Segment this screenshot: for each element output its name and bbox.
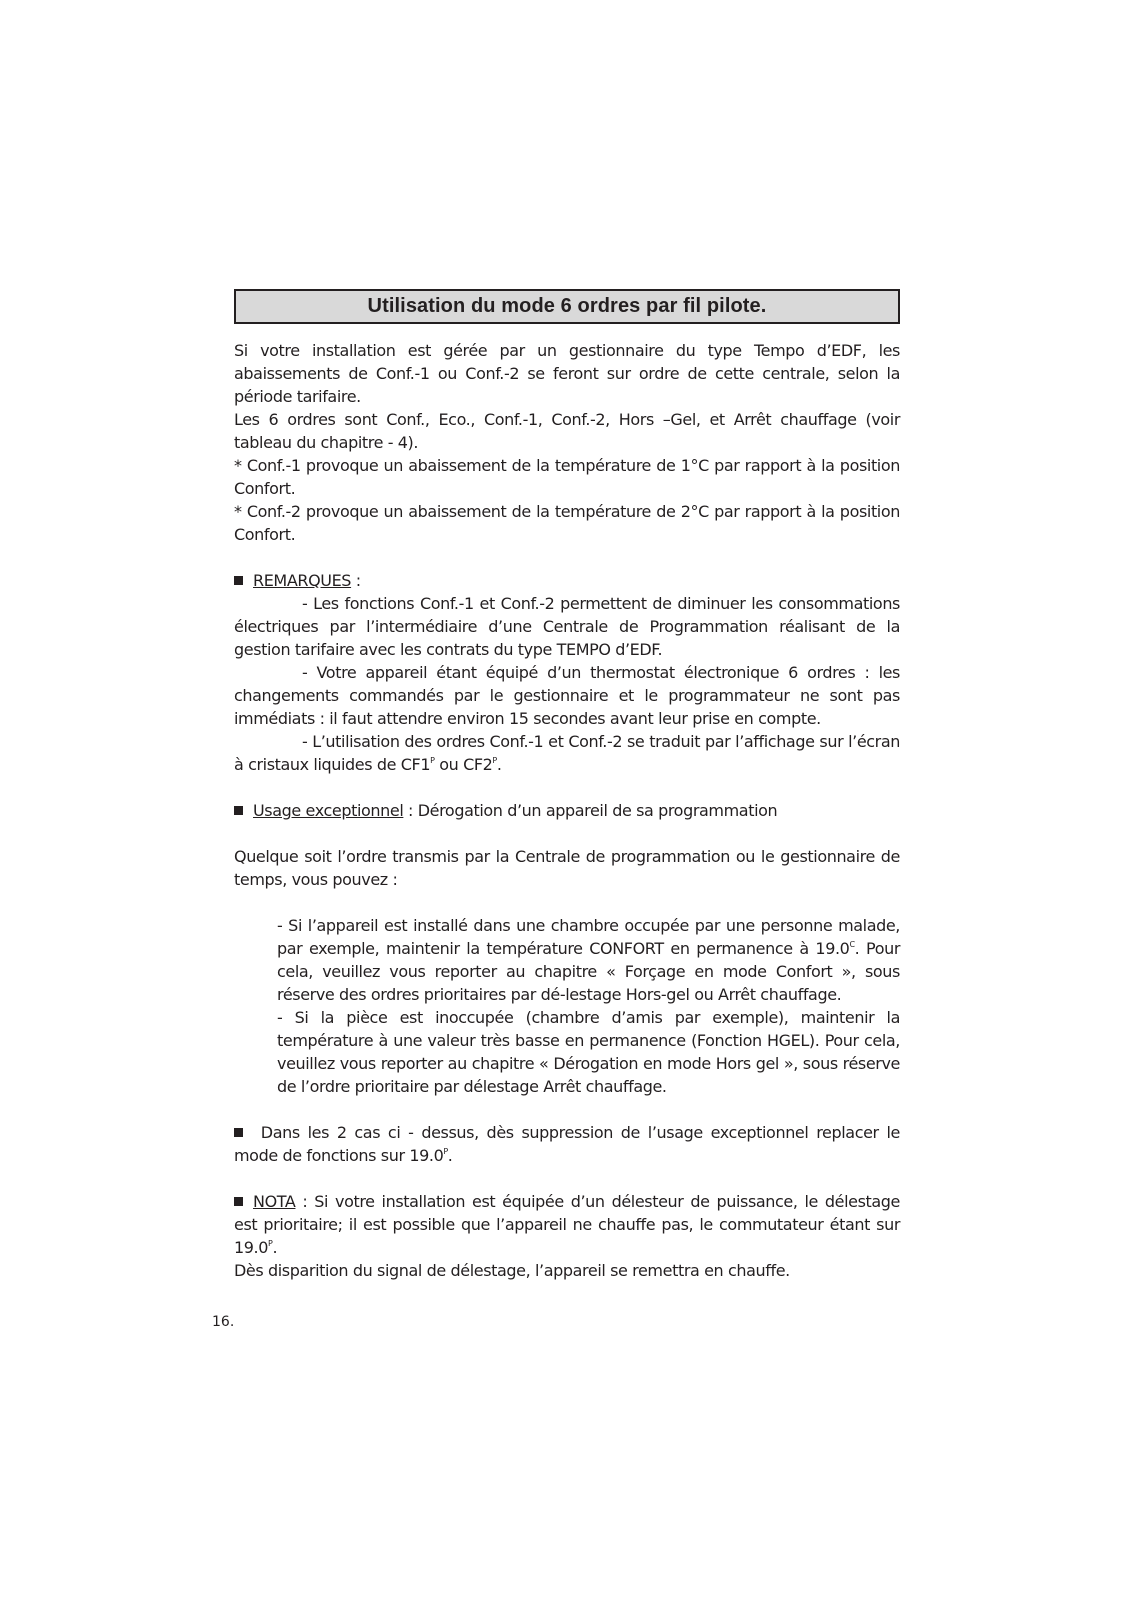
case-1-text-a: - Si l’appareil est installé dans une chambre occupée par une personne malade, par exemple, maintenir la température CONFORT en permanence à 19.0 (277, 916, 900, 958)
remarques-heading (234, 569, 900, 592)
usage-heading (234, 799, 900, 822)
intro-paragraph-3: * Conf.-1 provoque un abaissement de la température de 1°C par rapport à la position Confort. (234, 456, 900, 498)
remarque-3 (234, 730, 900, 776)
section-title-text: Utilisation du mode 6 ordres par fil pilote. (367, 295, 767, 317)
nota-paragraph (234, 1190, 900, 1259)
remarque-3-superscript-1: P (430, 756, 435, 765)
case-1 (277, 914, 900, 1006)
remarque-2: - Votre appareil étant équipé d’un thermostat électronique 6 ordres : les changements commandés par le gestionnaire et le programmateur ne sont pas immédiats : il faut attendre environ 15 secondes avant leur prise en compte. (234, 663, 900, 728)
dans-text: Dans les 2 cas ci - dessus, dès suppression de l’usage exceptionnel replacer le mode de fonctions sur 19.0 (234, 1123, 900, 1165)
intro-paragraph-4: * Conf.-2 provoque un abaissement de la température de 2°C par rapport à la position Confort. (234, 502, 900, 544)
square-bullet-icon (234, 1128, 243, 1137)
nota-superscript: P (268, 1239, 273, 1248)
nota-paragraph-2: Dès disparition du signal de délestage, l’appareil se remettra en chauffe. (234, 1261, 790, 1280)
dans-end: . (447, 1146, 453, 1165)
nota-end: . (272, 1238, 278, 1257)
dans-paragraph (234, 1121, 900, 1167)
case-1-text-b: . Pour cela, veuillez vous reporter au chapitre « Forçage en mode Confort », sous réserve des ordres prioritaires par dé-lestage Hors-gel ou Arrêt chauffage. (277, 939, 900, 1004)
nota-label: NOTA (253, 1192, 296, 1211)
remarque-1: - Les fonctions Conf.-1 et Conf.-2 permettent de diminuer les consommations électriques par l’intermédiaire d’une Centrale de Programmation réalisant de la gestion tarifaire avec les contrats du type TEMPO d’EDF. (234, 594, 900, 659)
remarque-3-superscript-2: P (492, 756, 497, 765)
case-1-superscript: C (849, 940, 855, 949)
section-title (234, 289, 900, 324)
nota-text: : Si votre installation est équipée d’un délesteur de puissance, le délestage est prioritaire; il est possible que l’appareil ne chauffe pas, le commutateur étant sur 19.0 (234, 1192, 900, 1257)
remarques-label: REMARQUES (253, 571, 352, 590)
remarque-3-text: - L’utilisation des ordres Conf.-1 et Conf.-2 se traduit par l’affichage sur l’écran à cristaux liquides de CF1 (234, 732, 900, 774)
document-body (234, 339, 900, 1282)
case-2: - Si la pièce est inoccupée (chambre d’amis par exemple), maintenir la température à une valeur très basse en permanence (Fonction HGEL). Pour cela, veuillez vous reporter au chapitre « Dérogation en mode Hors gel », sous réserve de l’ordre prioritaire par délestage Arrêt chauffage. (277, 1008, 900, 1096)
square-bullet-icon (234, 576, 243, 585)
quelque-paragraph: Quelque soit l’ordre transmis par la Centrale de programmation ou le gestionnaire de temps, vous pouvez : (234, 847, 900, 889)
remarques-separator: : (351, 571, 361, 590)
square-bullet-icon (234, 806, 243, 815)
intro-paragraph-1: Si votre installation est gérée par un gestionnaire du type Tempo d’EDF, les abaissements de Conf.-1 ou Conf.-2 se feront sur ordre de cette centrale, selon la période tarifaire. (234, 341, 900, 406)
usage-text: : Dérogation d’un appareil de sa programmation (403, 801, 778, 820)
intro-paragraph-2: Les 6 ordres sont Conf., Eco., Conf.-1, Conf.-2, Hors –Gel, et Arrêt chauffage (voir tableau du chapitre - 4). (234, 410, 900, 452)
remarque-3-middle: ou CF2 (434, 755, 493, 774)
page-number: 16. (212, 1314, 235, 1330)
dans-superscript: P (443, 1147, 448, 1156)
remarque-3-end: . (496, 755, 502, 774)
usage-label: Usage exceptionnel (253, 801, 404, 820)
square-bullet-icon (234, 1197, 243, 1206)
